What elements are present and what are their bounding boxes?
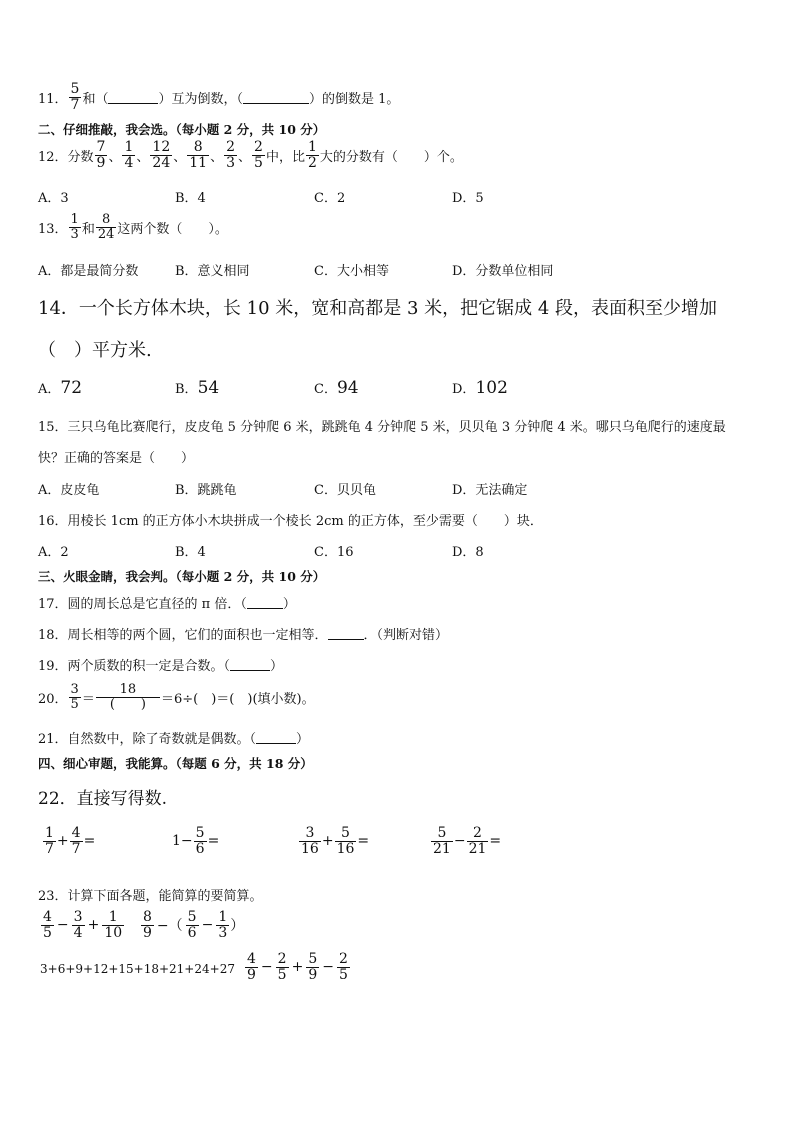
question-18 <box>38 624 448 643</box>
option-c[interactable]: C．16 <box>314 545 354 560</box>
option-a[interactable]: A．3 <box>38 191 69 206</box>
option-d[interactable]: D．分数单位相同 <box>452 264 554 279</box>
answer-blank[interactable] <box>243 91 309 104</box>
option-c[interactable]: C．94 <box>314 378 359 398</box>
question-13 <box>38 213 228 241</box>
q11-text: ）互为倒数，（ <box>158 91 243 107</box>
q12-text: 中，比 <box>265 149 305 165</box>
option-c[interactable]: C．贝贝龟 <box>314 483 376 498</box>
separator: 、 <box>210 149 224 165</box>
option-c[interactable]: C．2 <box>314 191 346 206</box>
expression-2: 1− $\frac{5}{6}$ = <box>172 825 220 857</box>
fraction: $\frac{8}{24}$ <box>97 212 115 242</box>
option-c[interactable]: C．大小相等 <box>314 264 389 279</box>
fraction: $\frac{1}{4}$ <box>124 139 134 171</box>
answer-blank[interactable] <box>108 91 158 104</box>
option-a[interactable]: A．皮皮龟 <box>38 483 100 498</box>
expression-5: $\frac{4}{5}$ − $\frac{3}{4}$ + $\frac{1}{10}$ <box>43 909 123 941</box>
separator: 、 <box>238 149 252 165</box>
answer-blank[interactable] <box>247 596 283 609</box>
fraction: $\frac{2}{5}$ <box>254 139 263 171</box>
q12-text: 大的分数有（ ）个。 <box>319 149 463 165</box>
question-12 <box>38 140 463 170</box>
answer-blank[interactable] <box>256 731 296 744</box>
q11-number: 11． <box>38 91 68 107</box>
q18-text: 18．周长相等的两个圆，它们的面积也一定相等． <box>38 628 328 643</box>
fraction: $\frac{18}{( )}$ <box>96 683 160 711</box>
section-4-heading: 四、细心审题，我能算。（每题 6 分，共 18 分） <box>38 756 313 771</box>
q11-text: 和（ <box>82 91 109 107</box>
fraction: $\frac{3}{5}$ <box>70 682 79 712</box>
fraction: $\frac{1}{3}$ <box>70 212 79 242</box>
expression-1: $\frac{1}{7}$ + $\frac{4}{7}$ = <box>45 825 96 857</box>
expression-7: 3+6+9+12+15+18+21+24+27 <box>40 962 235 976</box>
option-d[interactable]: D．102 <box>452 378 508 398</box>
q13-number: 13． <box>38 221 68 237</box>
question-14-line2: （ ）平方米. <box>38 340 152 361</box>
option-b[interactable]: B．意义相同 <box>175 264 250 279</box>
section-2-heading: 二、仔细推敲，我会选。（每小题 2 分，共 10 分） <box>38 122 326 137</box>
q20-text: ＝6÷( )＝( )(填小数)。 <box>161 691 315 707</box>
question-11 <box>38 82 399 112</box>
q21-text: ） <box>296 732 310 747</box>
question-14-line1: 14．一个长方体木块，长 10 米，宽和高都是 3 米，把它锯成 4 段，表面积至少增加 <box>38 298 718 319</box>
expression-3: $\frac{3}{16}$ + $\frac{5}{16}$ = <box>301 825 370 857</box>
option-b[interactable]: B．54 <box>175 378 220 398</box>
fraction: $\frac{7}{9}$ <box>96 139 106 171</box>
equals: ＝ <box>81 691 95 707</box>
answer-blank[interactable] <box>230 658 270 671</box>
fraction: $\frac{2}{3}$ <box>226 139 236 171</box>
question-15-line2: 快？正确的答案是（ ） <box>38 451 195 466</box>
option-d[interactable]: D．8 <box>452 545 484 560</box>
question-20 <box>38 683 315 711</box>
expression-6: $\frac{8}{9}$ −（ $\frac{5}{6}$ − $\frac{1}{3}$ ） <box>143 909 245 941</box>
q20-number: 20． <box>38 691 68 707</box>
fraction: $\frac{1}{2}$ <box>307 139 317 171</box>
fraction: $\frac{5}{7}$ <box>70 81 80 113</box>
separator: 、 <box>136 149 150 165</box>
option-d[interactable]: D．5 <box>452 191 484 206</box>
question-19 <box>38 655 283 674</box>
q18-text: ．（判断对错） <box>363 628 449 643</box>
option-b[interactable]: B．4 <box>175 545 206 560</box>
q11-text: ）的倒数是 1。 <box>309 91 400 107</box>
option-a[interactable]: A．2 <box>38 545 69 560</box>
fraction: $\frac{8}{11}$ <box>189 139 208 171</box>
q13-text: 这两个数（ ）。 <box>117 221 228 237</box>
separator: 、 <box>173 149 187 165</box>
expression-4: $\frac{5}{21}$ − $\frac{2}{21}$ = <box>433 825 502 857</box>
option-b[interactable]: B．跳跳龟 <box>175 483 237 498</box>
question-16: 16．用棱长 1cm 的正方体小木块拼成一个棱长 2cm 的正方体，至少需要（ ）块． <box>38 514 543 529</box>
q13-text: 和 <box>81 221 95 237</box>
q12-text: 12．分数 <box>38 149 94 165</box>
question-22-title: 22．直接写得数. <box>38 789 168 809</box>
question-17 <box>38 593 296 612</box>
q19-text: ） <box>270 659 284 674</box>
question-23-title: 23．计算下面各题，能简算的要简算。 <box>38 889 263 904</box>
q21-text: 21．自然数中，除了奇数就是偶数。（ <box>38 732 257 747</box>
q17-text: 17．圆的周长总是它直径的 π 倍．（ <box>38 597 247 612</box>
question-15-line1: 15．三只乌龟比赛爬行，皮皮龟 5 分钟爬 6 米，跳跳龟 4 分钟爬 5 米，贝贝龟 3 分钟爬 4 米。哪只乌龟爬行的速度最 <box>38 420 726 435</box>
fraction: $\frac{12}{24}$ <box>152 139 171 171</box>
section-3-heading: 三、火眼金睛，我会判。（每小题 2 分，共 10 分） <box>38 569 326 584</box>
option-b[interactable]: B．4 <box>175 191 206 206</box>
separator: 、 <box>108 149 122 165</box>
answer-blank[interactable] <box>328 627 364 640</box>
option-d[interactable]: D．无法确定 <box>452 483 528 498</box>
question-21 <box>38 728 309 747</box>
option-a[interactable]: A．72 <box>38 378 83 398</box>
q19-text: 19．两个质数的积一定是合数。（ <box>38 659 231 674</box>
option-a[interactable]: A．都是最简分数 <box>38 264 139 279</box>
q17-text: ） <box>282 597 296 612</box>
expression-8: $\frac{4}{9}$ − $\frac{2}{5}$ + $\frac{5}{9}$ − $\frac{2}{5}$ <box>247 951 348 983</box>
